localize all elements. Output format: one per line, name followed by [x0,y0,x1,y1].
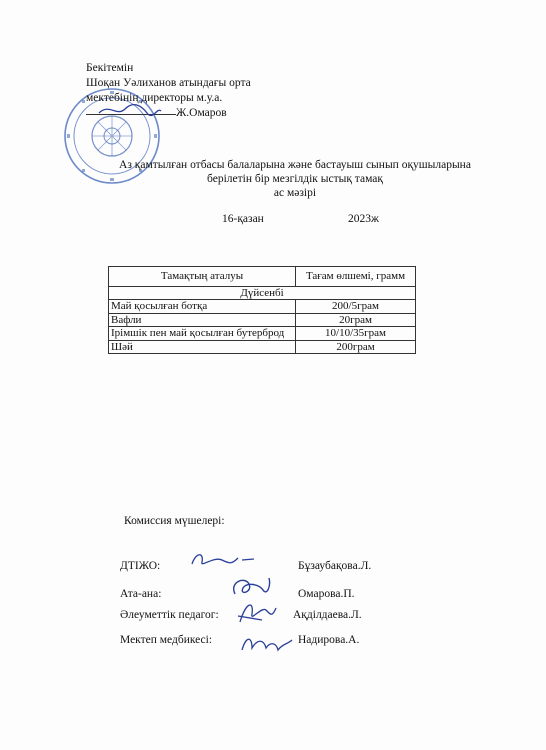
dish-name: Шәй [109,340,296,354]
menu-day-row [109,286,416,300]
member-role: Әлеуметтік педагог: [120,609,219,621]
approval-school: Шоқан Уәлиханов атындағы орта [86,77,251,89]
title-line-3: ас мәзірі [273,187,317,199]
date-day: 16-қазан [222,213,264,225]
dish-name: Май қосылған ботқа [109,300,296,314]
menu-day-label: Дүйсенбі [109,286,416,300]
header-dish-name: Тамақтың аталуы [109,267,296,287]
approval-director-name: Ж.Омаров [176,107,227,119]
dish-portion: 200грам [296,340,416,354]
dish-portion: 200/5грам [296,300,416,314]
approval-heading: Бекітемін [86,62,134,74]
commission-title: Комиссия мүшелері: [124,515,225,527]
member-role: Ата-ана: [120,588,162,600]
table-row [109,300,416,314]
menu-header-row [109,267,416,287]
table-row [109,340,416,354]
header-portion: Тағам өлшемі, грамм [296,267,416,287]
menu-table [108,266,416,354]
member-role: ДТІЖО: [120,560,161,572]
title-line-1: Аз қамтылған отбасы балаларына және бастауыш сынып оқушыларына [119,159,471,171]
dish-name: Вафли [109,313,296,327]
member-role: Мектеп медбикесі: [120,634,213,646]
member-name: Омарова.П. [298,588,355,600]
member-name: Бұзаубақова.Л. [298,560,372,572]
title-line-2: берілетін бір мезгілдік ыстық тамақ [207,173,383,185]
table-row [109,313,416,327]
dish-portion: 20грам [296,313,416,327]
member-signature [236,630,296,658]
member-signature [232,596,282,630]
member-signature [188,548,258,572]
date-year: 2023ж [348,213,379,225]
member-name: Ақділдаева.Л. [293,609,362,621]
document-title [100,158,490,200]
table-row [109,327,416,341]
dish-portion: 10/10/35грам [296,327,416,341]
member-name: Надирова.А. [298,634,360,646]
director-signature [95,99,165,119]
dish-name: Ірімшік пен май қосылған бутерброд [109,327,296,341]
approval-position: мектебінің директоры м.у.а. [86,92,223,104]
